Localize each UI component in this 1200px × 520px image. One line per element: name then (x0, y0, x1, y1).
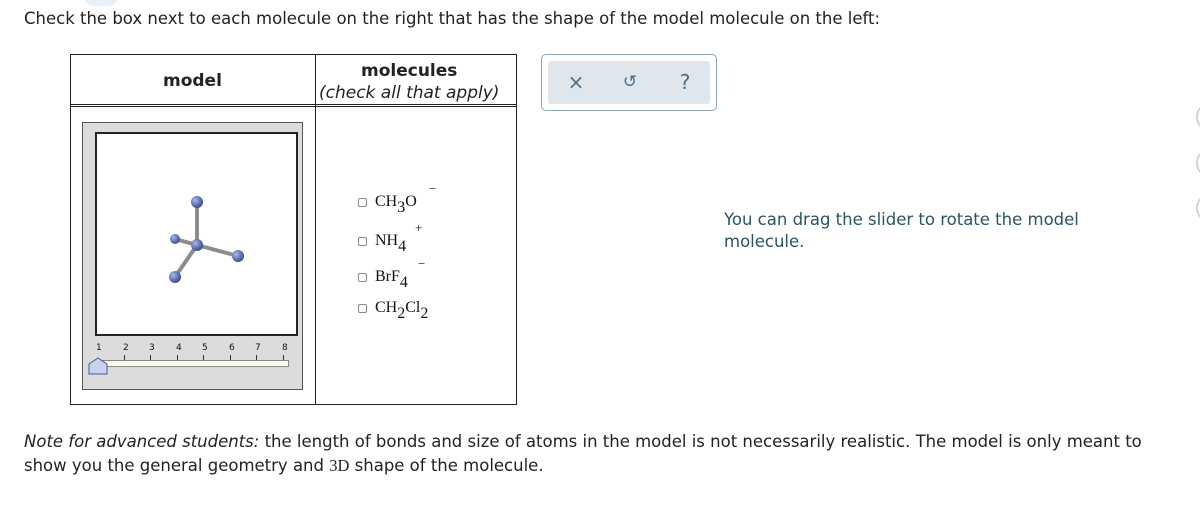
choice-nh4[interactable] (358, 220, 423, 255)
slider-tick-label: 8 (282, 343, 288, 353)
slider-tick-label: 2 (123, 343, 129, 353)
choice-ch3o[interactable] (358, 181, 437, 216)
bond-right (197, 245, 238, 256)
header-divider (71, 104, 516, 105)
slider-tick-label: 1 (96, 343, 102, 353)
side-nav-circle[interactable] (1196, 102, 1200, 132)
advanced-note (24, 430, 1184, 478)
tetrahedral-molecule-model (97, 134, 296, 334)
atom-top (191, 196, 203, 208)
header-divider-2 (71, 106, 516, 107)
side-nav-circle[interactable] (1196, 148, 1200, 178)
answer-toolbar (541, 54, 717, 111)
note-lead: Note for advanced students: (24, 432, 260, 451)
header-molecules: molecules (361, 61, 458, 81)
slider-track[interactable] (97, 360, 289, 367)
note-math: 3D (329, 456, 350, 475)
undo-icon[interactable]: ↺ (622, 72, 638, 92)
header-model: model (163, 71, 222, 91)
side-nav-circle[interactable] (1196, 193, 1200, 223)
toolbar-inner (548, 61, 710, 104)
slider-tick-label: 4 (176, 343, 182, 353)
atom-bottom (169, 271, 181, 283)
choice-ch2cl2[interactable] (358, 299, 429, 322)
formula: CH2Cl2 (375, 299, 429, 322)
formula: BrF4 − (375, 256, 426, 291)
model-viewer (82, 122, 303, 390)
checkbox[interactable] (358, 304, 367, 313)
formula: CH3O − (375, 181, 437, 216)
header-molecules-subtitle: (check all that apply) (319, 83, 500, 103)
rotation-slider[interactable] (83, 340, 304, 390)
top-tab-hint (84, 0, 118, 6)
slider-handle[interactable] (88, 357, 108, 375)
atom-back (170, 234, 180, 244)
atom-right (232, 250, 244, 262)
checkbox[interactable] (358, 237, 367, 246)
atom-center (191, 239, 203, 251)
model-molecules-table (70, 54, 517, 405)
slider-tick-label: 6 (229, 343, 235, 353)
note-text-end: shape of the molecule. (349, 456, 544, 475)
slider-hint: You can drag the slider to rotate the model molecule. (724, 210, 1079, 251)
formula: NH4 + (375, 220, 423, 255)
choice-brf4[interactable] (358, 256, 426, 291)
close-icon[interactable]: × (567, 70, 585, 94)
slider-tick-label: 3 (149, 343, 155, 353)
checkbox[interactable] (358, 273, 367, 282)
slider-tick-label: 5 (202, 343, 208, 353)
column-divider (315, 55, 316, 404)
note-text: the length of bonds and size of atoms in the model is not necessarily realistic. The model is only meant to show you the general geometry and (24, 432, 1142, 475)
molecule-canvas[interactable] (95, 132, 298, 336)
checkbox[interactable] (358, 198, 367, 207)
question-instruction: Check the box next to each molecule on the right that has the shape of the model molecule on the left: (24, 9, 881, 28)
help-icon[interactable]: ? (679, 70, 691, 94)
slider-tick-label: 7 (255, 343, 261, 353)
bonds (175, 202, 238, 277)
